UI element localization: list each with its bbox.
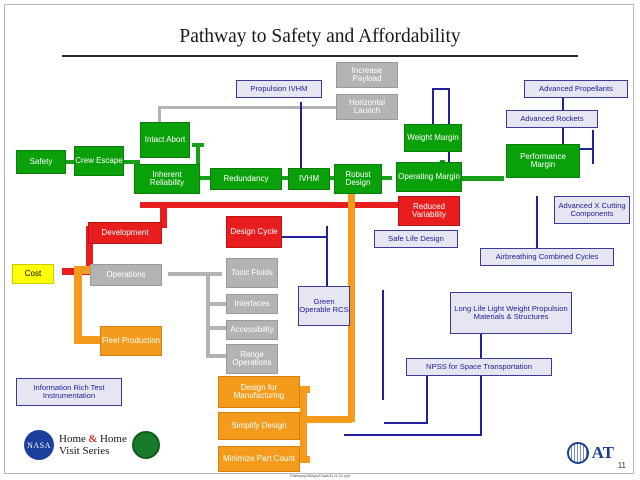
node-simplify-design[interactable]: Simplify Design: [218, 412, 300, 440]
node-crew-escape[interactable]: Crew Escape: [74, 146, 124, 176]
node-intact-abort[interactable]: Intact Abort: [140, 122, 190, 158]
node-development[interactable]: Development: [88, 222, 162, 244]
visit-series-label: Visit Series: [59, 445, 110, 457]
connector-orange-bottom: [300, 416, 352, 423]
node-reduced-variability[interactable]: Reduced Variability: [398, 196, 460, 226]
home-and-home-wordmark: [59, 433, 127, 457]
node-safety[interactable]: Safety: [16, 150, 66, 174]
node-advanced-propellants[interactable]: Advanced Propellants: [524, 80, 628, 98]
title-underline: [62, 55, 578, 57]
at-wordmark: AT: [591, 443, 614, 462]
connector-blue-bottom-bus: [344, 434, 482, 436]
nasa-swirl-icon: [132, 431, 160, 459]
home-word-2: Home: [99, 432, 127, 445]
page-number: 11: [617, 461, 626, 470]
connector-blue-longlife: [382, 290, 384, 400]
node-operating-margin[interactable]: Operating Margin: [396, 162, 462, 192]
connector-gray-range: [206, 354, 226, 358]
nasa-meatball-icon: NASA: [24, 430, 54, 460]
node-safe-life-design[interactable]: Safe Life Design: [374, 230, 458, 248]
node-accessibility[interactable]: Accessibility: [226, 320, 278, 340]
connector-gray-interfaces: [206, 302, 226, 306]
node-long-life[interactable]: Long Life Light Weight Propulsion Materials & Structures: [450, 292, 572, 334]
connector-blue-designcycle: [282, 236, 328, 238]
home-word-1: Home: [59, 432, 86, 445]
connector-orange-bottom-v: [300, 386, 307, 462]
at-logo-group: [567, 442, 614, 464]
node-design-cycle[interactable]: Design Cycle: [226, 216, 282, 248]
node-robust-design[interactable]: Robust Design: [334, 164, 382, 194]
footnote: Pathway2Ways/Chart/11-5-01.ppt: [290, 473, 350, 478]
connector-red-bus: [140, 202, 422, 208]
connector-blue-npss-v: [426, 376, 428, 424]
node-fleet-production[interactable]: Fleet Production: [100, 326, 162, 356]
node-performance-margin[interactable]: Performance Margin: [506, 144, 580, 178]
connector-green-to-performance: [460, 176, 504, 181]
node-design-for-manufacturing[interactable]: Design for Manufacturing: [218, 376, 300, 408]
node-inherent-reliability[interactable]: Inherent Reliability: [134, 164, 200, 194]
node-green-operable-rcs[interactable]: Green Operable RCS: [298, 286, 350, 326]
node-toxic-fluids[interactable]: Toxic Fluids: [226, 258, 278, 288]
node-npss[interactable]: NPSS for Space Transportation: [406, 358, 552, 376]
connector-orange-left: [74, 272, 82, 342]
node-interfaces[interactable]: Interfaces: [226, 294, 278, 314]
connector-gray-ops: [168, 272, 222, 276]
node-advanced-x-cutting[interactable]: Advanced X Cutting Components: [554, 196, 630, 224]
page-title: Pathway to Safety and Affordability: [179, 26, 461, 47]
node-horizontal-launch[interactable]: Horizontal Launch: [336, 94, 398, 120]
node-increase-payload[interactable]: Increase Payload: [336, 62, 398, 88]
node-operations[interactable]: Operations: [90, 264, 162, 286]
ampersand: &: [88, 432, 98, 445]
connector-blue-ivhm: [300, 102, 302, 174]
node-minimize-part-count[interactable]: Minimize Part Count: [218, 446, 300, 472]
connector-blue-rockets: [592, 130, 594, 164]
node-ivhm[interactable]: IVHM: [288, 168, 330, 190]
connector-blue-weight: [432, 88, 434, 128]
connector-blue-airbreathing: [536, 196, 538, 256]
nasa-logo-group: [24, 430, 160, 460]
node-cost[interactable]: Cost: [12, 264, 54, 284]
globe-icon: [567, 442, 589, 464]
connector-gray-ops-v: [206, 272, 210, 358]
node-propulsion-ivhm[interactable]: Propulsion IVHM: [236, 80, 322, 98]
connector-gray-accessibility: [206, 326, 226, 330]
node-airbreathing[interactable]: Airbreathing Combined Cycles: [480, 248, 614, 266]
node-redundancy[interactable]: Redundancy: [210, 168, 282, 190]
node-range-operations[interactable]: Range Operations: [226, 344, 278, 374]
connector-blue-npss-h: [384, 422, 426, 424]
node-information-rich[interactable]: Information Rich Test Instrumentation: [16, 378, 122, 406]
node-weight-margin[interactable]: Weight Margin: [404, 124, 462, 152]
node-advanced-rockets[interactable]: Advanced Rockets: [506, 110, 598, 128]
